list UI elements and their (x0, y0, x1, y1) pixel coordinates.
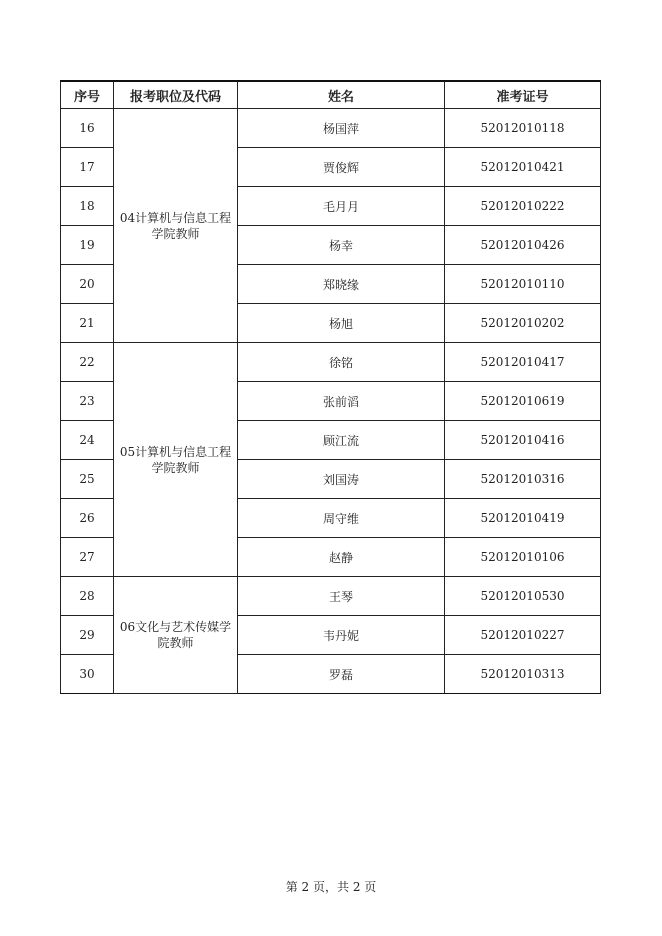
name-cell: 韦丹妮 (238, 616, 445, 655)
exam-id-cell: 52012010417 (445, 343, 601, 382)
name-cell: 毛月月 (238, 187, 445, 226)
name-cell: 杨国萍 (238, 109, 445, 148)
name-cell: 张前滔 (238, 382, 445, 421)
header-position-code: 报考职位及代码 (114, 81, 238, 109)
name-cell: 杨旭 (238, 304, 445, 343)
name-cell: 贾俊辉 (238, 148, 445, 187)
header-exam-id: 准考证号 (445, 81, 601, 109)
serial-number-cell: 24 (61, 421, 114, 460)
name-cell: 赵静 (238, 538, 445, 577)
position-code-cell: 06文化与艺术传媒学院教师 (114, 577, 238, 694)
serial-number-cell: 29 (61, 616, 114, 655)
name-cell: 杨幸 (238, 226, 445, 265)
exam-id-cell: 52012010118 (445, 109, 601, 148)
exam-id-cell: 52012010419 (445, 499, 601, 538)
name-cell: 周守维 (238, 499, 445, 538)
exam-id-cell: 52012010530 (445, 577, 601, 616)
serial-number-cell: 22 (61, 343, 114, 382)
exam-id-cell: 52012010202 (445, 304, 601, 343)
serial-number-cell: 17 (61, 148, 114, 187)
serial-number-cell: 25 (61, 460, 114, 499)
name-cell: 罗磊 (238, 655, 445, 694)
serial-number-cell: 23 (61, 382, 114, 421)
serial-number-cell: 27 (61, 538, 114, 577)
exam-id-cell: 52012010110 (445, 265, 601, 304)
serial-number-cell: 20 (61, 265, 114, 304)
candidate-table (60, 80, 601, 694)
exam-id-cell: 52012010619 (445, 382, 601, 421)
serial-number-cell: 26 (61, 499, 114, 538)
exam-id-cell: 52012010222 (445, 187, 601, 226)
table-row (61, 343, 601, 382)
exam-id-cell: 52012010227 (445, 616, 601, 655)
exam-id-cell: 52012010313 (445, 655, 601, 694)
exam-id-cell: 52012010421 (445, 148, 601, 187)
position-code-cell: 04计算机与信息工程学院教师 (114, 109, 238, 343)
serial-number-cell: 19 (61, 226, 114, 265)
table-row (61, 109, 601, 148)
name-cell: 徐铭 (238, 343, 445, 382)
exam-id-cell: 52012010426 (445, 226, 601, 265)
name-cell: 郑晓缘 (238, 265, 445, 304)
serial-number-cell: 21 (61, 304, 114, 343)
serial-number-cell: 28 (61, 577, 114, 616)
header-row (61, 81, 601, 109)
table-row (61, 577, 601, 616)
exam-id-cell: 52012010316 (445, 460, 601, 499)
header-name: 姓名 (238, 81, 445, 109)
page-footer: 第 2 页，共 2 页 (285, 880, 377, 894)
name-cell: 刘国涛 (238, 460, 445, 499)
name-cell: 王琴 (238, 577, 445, 616)
name-cell: 顾江流 (238, 421, 445, 460)
exam-id-cell: 52012010106 (445, 538, 601, 577)
serial-number-cell: 18 (61, 187, 114, 226)
serial-number-cell: 30 (61, 655, 114, 694)
position-code-cell: 05计算机与信息工程学院教师 (114, 343, 238, 577)
serial-number-cell: 16 (61, 109, 114, 148)
exam-id-cell: 52012010416 (445, 421, 601, 460)
header-serial-number: 序号 (61, 81, 114, 109)
table-body (61, 109, 601, 694)
